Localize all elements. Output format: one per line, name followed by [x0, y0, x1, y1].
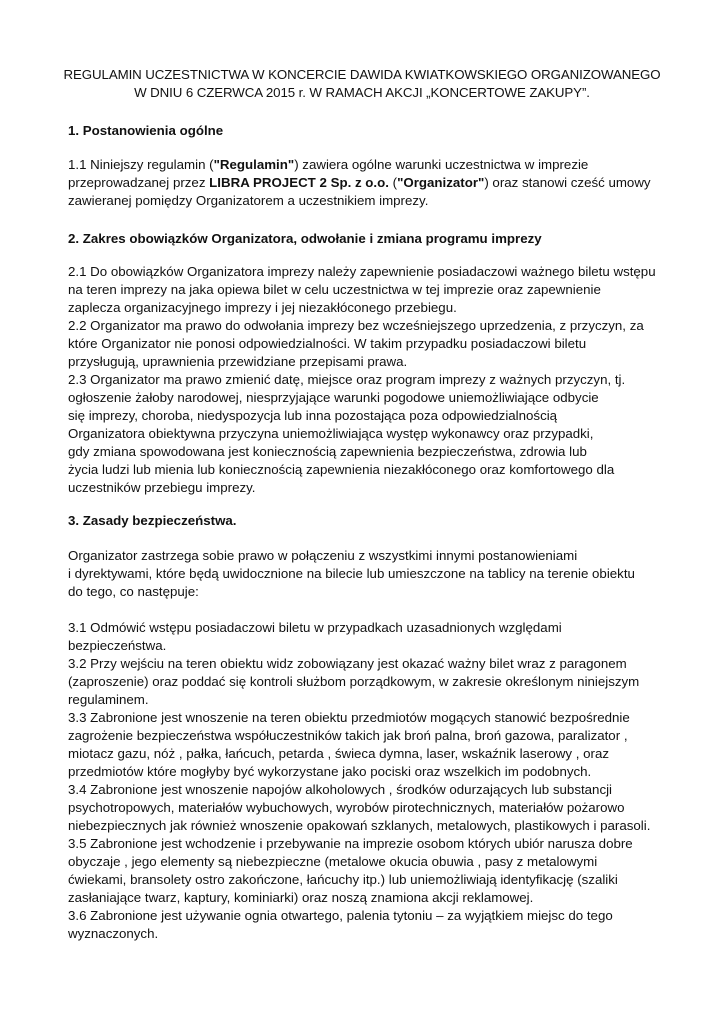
section-3-body: [68, 619, 668, 943]
title-line-1: REGULAMIN UCZESTNICTWA W KONCERCIE DAWIDA KWIATKOWSKIEGO ORGANIZOWANEGO: [63, 67, 661, 82]
paragraph-line: 3.1 Odmówić wstępu posiadaczowi biletu w przypadkach uzasadnionych względami: [68, 620, 562, 635]
paragraph-line: 3.2 Przy wejściu na teren obiektu widz zobowiązany jest okazać ważny bilet wraz z paragonem: [68, 656, 627, 671]
paragraph-line: 2.2 Organizator ma prawo do odwołania imprezy bez wcześniejszego uprzedzenia, z przyczyn, za: [68, 318, 644, 333]
paragraph-line: [68, 156, 668, 174]
paragraph-line: ogłoszenie żałoby narodowej, niesprzyjające warunki pogodowe uniemożliwiające odbycie: [68, 390, 599, 405]
paragraph-line: wyznaczonych.: [68, 926, 159, 941]
paragraph-line: które Organizator nie ponosi odpowiedzialności. W takim przypadku posiadaczowi biletu: [68, 336, 587, 351]
company-name: LIBRA PROJECT 2 Sp. z o.o.: [209, 175, 389, 190]
document-title: [0, 66, 724, 102]
paragraph-line: 3.6 Zabronione jest używanie ognia otwartego, palenia tytoniu – za wyjątkiem miejsc do tego: [68, 908, 613, 923]
title-line-2: W DNIU 6 CZERWCA 2015 r. W RAMACH AKCJI „KONCERTOWE ZAKUPY”.: [134, 85, 590, 100]
paragraph-line: ćwiekami, bransolety ostro zakończone, łańcuchy itp.) lub uniemożliwiają identyfikację (szaliki: [68, 872, 618, 887]
paragraph-line: zaplecza organizacyjnego imprezy i jej niezakłóconego przebiegu.: [68, 300, 457, 315]
section-3-intro: [68, 547, 668, 601]
section-1-paragraph: [68, 156, 668, 210]
text-run: 1.1 Niniejszy regulamin (: [68, 157, 214, 172]
paragraph-line: Organizatora obiektywna przyczyna uniemożliwiająca występ wykonawcy oraz przypadki,: [68, 426, 594, 441]
section-2-body: [68, 263, 668, 497]
paragraph-line: Organizator zastrzega sobie prawo w połączeniu z wszystkimi innymi postanowieniami: [68, 548, 578, 563]
paragraph-line: miotacz gazu, nóż , pałka, łańcuch, petarda , świeca dymna, laser, wskaźnik laserowy , oraz: [68, 746, 609, 761]
paragraph-line: i dyrektywami, które będą uwidocznione na bilecie lub umieszczone na tablicy na terenie obiektu: [68, 566, 635, 581]
paragraph-line: obyczaje , jego elementy są niebezpieczne (metalowe okucia obuwia , pasy z metalowymi: [68, 854, 598, 869]
paragraph-line: 3.5 Zabronione jest wchodzenie i przebywanie na imprezie osobom których ubiór narusza dobre: [68, 836, 633, 851]
defined-term-organizator: "Organizator": [397, 175, 485, 190]
paragraph-line: regulaminem.: [68, 692, 149, 707]
paragraph-line: zasłaniające twarz, kaptury, kominiarki) oraz noszą znamiona akcji reklamowej.: [68, 890, 534, 905]
section-2-heading: 2. Zakres obowiązków Organizatora, odwołanie i zmiana programu imprezy: [68, 231, 542, 246]
section-1-heading: 1. Postanowienia ogólne: [68, 123, 224, 138]
paragraph-line: gdy zmiana spowodowana jest koniecznością zapewnienia bezpieczeństwa, zdrowia lub: [68, 444, 587, 459]
paragraph-line: 2.1 Do obowiązków Organizatora imprezy należy zapewnienie posiadaczowi ważnego biletu wstępu: [68, 264, 656, 279]
paragraph-line: zagrożenie bezpieczeństwa współuczestników takich jak broń palna, broń gazowa, paralizator ,: [68, 728, 628, 743]
paragraph-line: bezpieczeństwa.: [68, 638, 167, 653]
section-3-heading: 3. Zasady bezpieczeństwa.: [68, 513, 237, 528]
defined-term-regulamin: "Regulamin": [213, 157, 295, 172]
paragraph-line: (zaproszenie) oraz poddać się kontroli służbom porządkowym, w zakresie określonym niniejszym: [68, 674, 640, 689]
paragraph-line: się imprezy, choroba, niedyspozycja lub inna pozostająca poza odpowiedzialnością: [68, 408, 558, 423]
paragraph-line: na teren imprezy na jaka opiewa bilet w celu uczestnictwa w tej imprezie oraz zapewnienie: [68, 282, 601, 297]
paragraph-line: życia ludzi lub mienia lub koniecznością zapewnienia niezakłóconego oraz komfortowego dla: [68, 462, 615, 477]
paragraph-line: przysługują, uprawnienia przewidziane przepisami prawa.: [68, 354, 408, 369]
paragraph-line: 3.3 Zabronione jest wnoszenie na teren obiektu przedmiotów mogących stanowić bezpośrednie: [68, 710, 630, 725]
text-run: przeprowadzanej przez: [68, 175, 210, 190]
text-run: ) oraz stanowi cześć umowy: [484, 175, 651, 190]
paragraph-line: 3.4 Zabronione jest wnoszenie napojów alkoholowych , środków odurzających lub substancji: [68, 782, 613, 797]
paragraph-line: przedmiotów które mogłyby być wykorzystane jako pociski oraz wszelkich im podobnych.: [68, 764, 592, 779]
text-run: (: [388, 175, 398, 190]
paragraph-line: niebezpiecznych jak również wnoszenie opakowań szklanych, metalowych, plastikowych i parasoli.: [68, 818, 651, 833]
paragraph-line: psychotropowych, materiałów wybuchowych, wyrobów pirotechnicznych, materiałów pożarowo: [68, 800, 625, 815]
paragraph-line: zawieranej pomiędzy Organizatorem a uczestnikiem imprezy.: [68, 193, 429, 208]
paragraph-line: uczestników przebiegu imprezy.: [68, 480, 256, 495]
paragraph-line: do tego, co następuje:: [68, 584, 199, 599]
paragraph-line: 2.3 Organizator ma prawo zmienić datę, miejsce oraz program imprezy z ważnych przyczyn, tj.: [68, 372, 626, 387]
text-run: ) zawiera ogólne warunki uczestnictwa w imprezie: [294, 157, 589, 172]
paragraph-line: [68, 174, 668, 192]
